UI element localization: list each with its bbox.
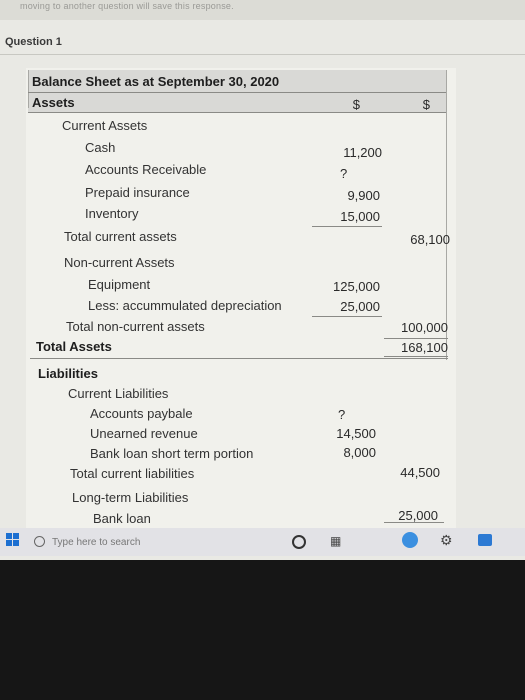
task-view-icon[interactable]: ▦ [330,534,342,548]
bank-loan-value: 25,000 [398,508,438,523]
depreciation-value: 25,000 [340,299,380,314]
total-underline [312,316,382,317]
current-liabilities-heading: Current Liabilities [68,386,169,401]
bank-loan-label: Bank loan [93,511,151,526]
liabilities-heading: Liabilities [38,366,98,381]
top-bar-text: moving to another question will save this response. [20,1,234,11]
depreciation-label: Less: accummulated depreciation [88,298,282,313]
prepaid-value: 9,900 [347,188,380,203]
total-underline [384,338,448,339]
longterm-liabilities-heading: Long-term Liabilities [72,490,189,505]
prepaid-label: Prepaid insurance [85,185,190,200]
search-placeholder: Type here to search [52,537,141,548]
currency-col1: $ [352,97,360,112]
search-icon [34,536,45,547]
total-noncurrent-label: Total non-current assets [66,319,205,334]
total-underline [312,226,382,227]
cash-value: 11,200 [343,145,382,160]
top-bar [0,0,525,20]
total-assets-value: 168,100 [401,340,448,355]
cash-label: Cash [85,140,116,155]
ar-label: Accounts Receivable [85,162,207,177]
bank-short-value: 8,000 [343,445,376,460]
ar-value: ? [340,166,348,181]
question-label: Question 1 [5,36,62,48]
settings-gear-icon[interactable]: ⚙ [440,532,453,548]
inventory-label: Inventory [85,206,139,221]
assets-heading: Assets [32,95,75,110]
total-current-assets-label: Total current assets [64,229,177,244]
bank-short-label: Bank loan short term portion [90,446,254,461]
unearned-value: 14,500 [336,426,376,441]
grid-line [30,358,448,359]
equipment-value: 125,000 [333,279,380,294]
grid-line [28,70,29,108]
screen-bezel [0,560,525,700]
total-current-assets-value: 68,100 [410,232,450,247]
noncurrent-assets-heading: Non-current Assets [64,255,175,270]
grid-line [28,112,446,113]
total-current-liabilities-value: 44,500 [400,465,440,480]
inventory-value: 15,000 [340,209,380,224]
app-icon[interactable] [402,532,418,548]
grid-line [446,70,447,360]
cortana-icon[interactable] [292,535,306,549]
total-assets-label: Total Assets [36,339,112,354]
grid-line [28,92,446,93]
current-assets-heading: Current Assets [62,118,148,133]
currency-col2: $ [422,97,430,112]
windows-start-icon[interactable] [6,533,20,547]
total-underline [384,356,448,357]
ap-value: ? [338,407,346,422]
ap-label: Accounts paybale [90,406,193,421]
sheet-title: Balance Sheet as at September 30, 2020 [32,74,280,89]
equipment-label: Equipment [88,277,151,292]
total-noncurrent-value: 100,000 [401,320,448,335]
app-icon[interactable] [478,534,492,546]
unearned-label: Unearned revenue [90,426,198,441]
total-current-liabilities-label: Total current liabilities [70,466,195,481]
divider [0,54,525,55]
